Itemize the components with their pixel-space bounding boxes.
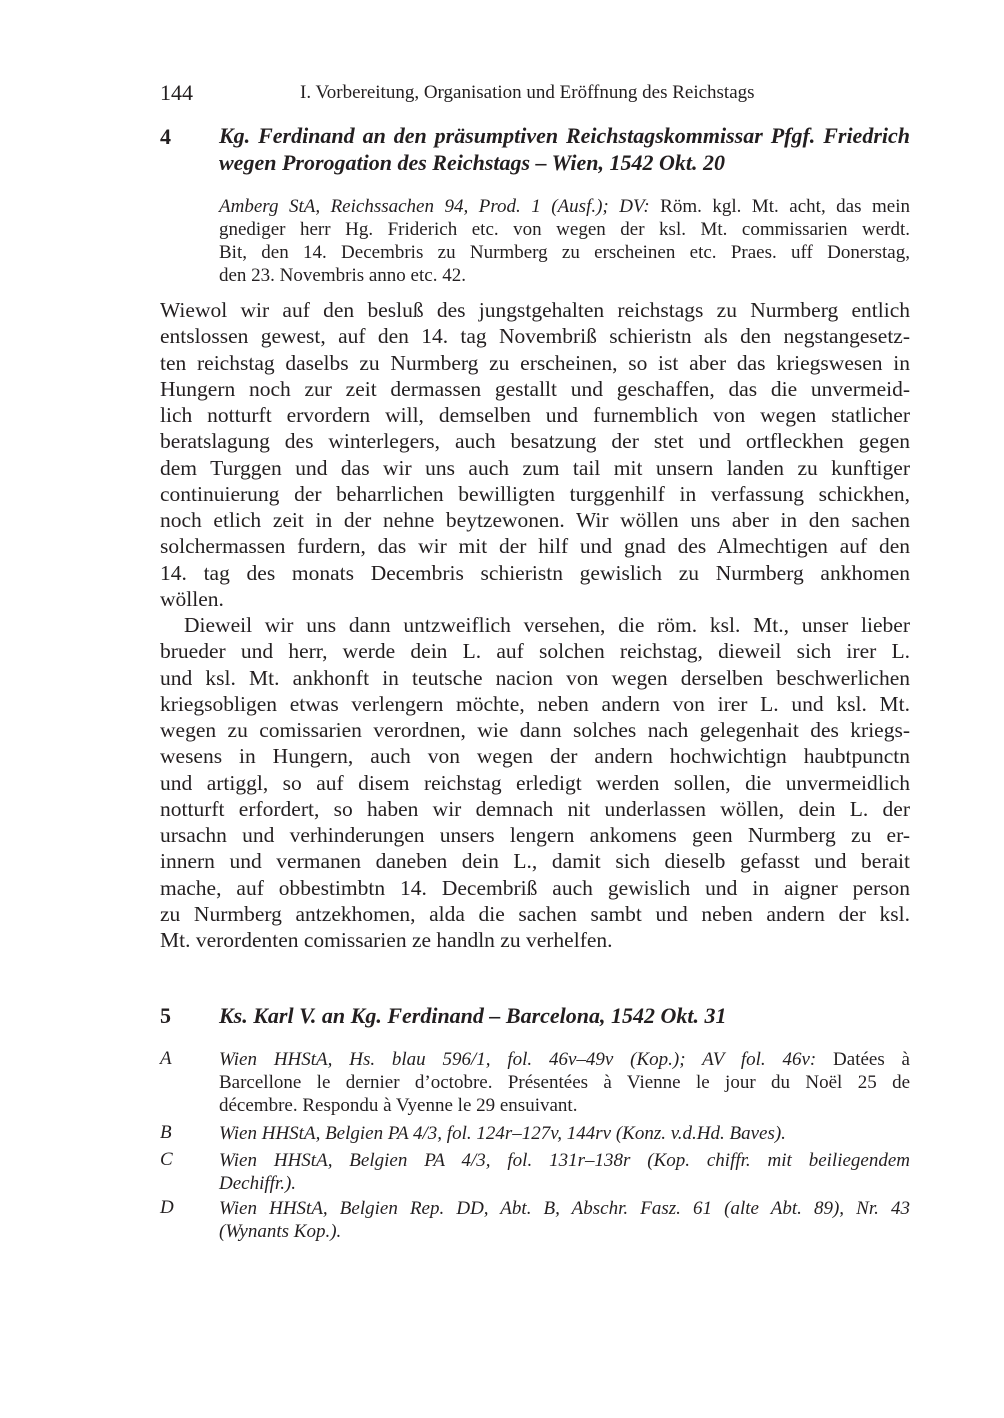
page-number: 144 [160, 80, 193, 105]
paragraph-1 [160, 297, 910, 612]
text-line: continuierung der beharrlichen bewilligten turggenhilf in verfassung schickhen, [160, 481, 910, 506]
title-line: Kg. Ferdinand an den präsumptiven Reichstagskommissar Pfgf. Friedrich [219, 123, 910, 148]
siglum-a: A [160, 1048, 172, 1069]
source-citation: Amberg StA, Reichssachen 94, Prod. 1 (Ausf.); DV: [219, 196, 650, 217]
note-line: gnediger herr Hg. Friderich etc. von wegen der ksl. Mt. commissarien werdt. [219, 219, 910, 240]
text-line: 14. tag des monats Decembris schieristn gewislich zu Nurmberg ankhomen [160, 560, 910, 585]
siglum-d: D [160, 1197, 174, 1218]
note-line: Dechiffr.). [219, 1173, 297, 1194]
text-line: lich notturft ervordern will, demselben und furnemblich von wegen statlicher [160, 403, 910, 427]
endorsement-text: Röm. kgl. Mt. acht, das mein [649, 196, 910, 217]
text-line: Wiewol wir auf den besluß des jungstgehalten reichstags zu Nurmberg entlich [160, 298, 910, 322]
text-line: Hungern noch zur zeit dermassen gestallt und geschaffen, das die unvermeid- [160, 376, 910, 401]
running-title: I. Vorbereitung, Organisation und Eröffnung des Reichstags [300, 82, 755, 103]
text-line: noch etlich zeit in der nehne beytzewonen. Wir wöllen uns aber in den sachen [160, 508, 910, 532]
text-line: und artiggl, so auf disem reichstag erledigt werden sollen, die unvermeidlich [160, 770, 910, 795]
text-line: Mt. verordenten comissarien ze handln zu verhelfen. [160, 928, 613, 952]
text-line: solchermassen furdern, das wir mit der hilf und gnad des Almechtigen auf den [160, 534, 910, 559]
text-line: innern und vermanen daneben dein L., damit sich dieselb gefasst und berait [160, 849, 910, 874]
doc-4-number: 4 [160, 124, 171, 149]
doc-4-source-note [219, 195, 910, 287]
text-line: zu Nurmberg antzekhomen, alda die sachen sambt und neben andern der ksl. [160, 901, 910, 926]
text-line: wegen zu comissarien verordnen, wie dann solches nach gelegenhait des kriegs- [160, 718, 910, 742]
running-header [160, 80, 910, 108]
note-line: Bit, den 14. Decembris zu Nurmberg zu erscheinen etc. Praes. uff Donerstag, [219, 242, 910, 263]
text-line: entslossen gewest, auf den 14. tag Novembriß schieristn als den negstangesetz- [160, 324, 910, 349]
doc-5-number: 5 [160, 1003, 171, 1028]
note-line: décembre. Respondu à Vyenne le 29 ensuivant. [219, 1095, 578, 1116]
text-line: Dieweil wir uns dann untzweiflich versehen, die röm. ksl. Mt., unser lieber [184, 613, 910, 637]
note-line: Barcellone le dernier d’octobre. Présentées à Vienne le jour du Noël 25 de [219, 1072, 910, 1093]
note-line: Wien HHStA, Belgien PA 4/3, fol. 131r–138r (Kop. chiffr. mit beiliegendem [219, 1150, 910, 1171]
note-line: (Wynants Kop.). [219, 1221, 342, 1242]
note-line: Wien HHStA, Belgien Rep. DD, Abt. B, Abschr. Fasz. 61 (alte Abt. 89), Nr. 43 [219, 1198, 910, 1219]
source-b: Wien HHStA, Belgien PA 4/3, fol. 124r–127v, 144rv (Konz. v.d.Hd. Baves). [219, 1123, 786, 1144]
text-line: wesens in Hungern, auch von wegen der andern hochwichtign haubtpunctn [160, 744, 910, 769]
text-line: brueder und herr, werde dein L. auf solchen reichstag, dieweil sich irer L. [160, 639, 910, 664]
title-line: wegen Prorogation des Reichstags – Wien, 1542 Okt. 20 [219, 150, 726, 175]
note-line: den 23. Novembris anno etc. 42. [219, 265, 466, 286]
text-line: dem Turggen und das wir uns auch zum tail mit unsern landen zu kunftiger [160, 455, 910, 480]
source-c [219, 1149, 910, 1195]
siglum-c: C [160, 1149, 173, 1170]
siglum-b: B [160, 1122, 172, 1143]
text-line: und ksl. Mt. ankhonft in teutsche nacion von wegen derselben beschwerlichen [160, 665, 910, 690]
text-line: kriegsobligen etwas verlengern möchte, neben andern von irer L. und ksl. Mt. [160, 691, 910, 716]
text-line: ten reichstag daselbs zu Nurmberg zu erscheinen, so ist aber das kriegswesen in [160, 350, 910, 375]
text-line: ursachn und verhinderungen unsers lengern ankomens geen Nurmberg zu er- [160, 823, 910, 847]
doc-4-title [219, 122, 910, 176]
doc-4-body [160, 297, 910, 953]
text-line: beratslagung des winterlegers, auch besatzung der stet und ortfleckhen gegen [160, 429, 910, 454]
source-a [219, 1048, 910, 1117]
endorsement-text: Datées à [816, 1049, 910, 1070]
paragraph-2 [160, 612, 910, 953]
source-citation: Wien HHStA, Hs. blau 596/1, fol. 46v–49v (Kop.); AV fol. 46v: [219, 1049, 817, 1070]
source-d [219, 1197, 910, 1243]
text-line: mache, auf obbestimbtn 14. Decembriß auch gewislich und in aigner person [160, 875, 910, 900]
doc-5-title: Ks. Karl V. an Kg. Ferdinand – Barcelona, 1542 Okt. 31 [219, 1003, 727, 1028]
text-line: notturft erfordert, so haben wir demnach nit underlassen wöllen, dein L. der [160, 796, 910, 821]
text-line: wöllen. [160, 586, 224, 611]
